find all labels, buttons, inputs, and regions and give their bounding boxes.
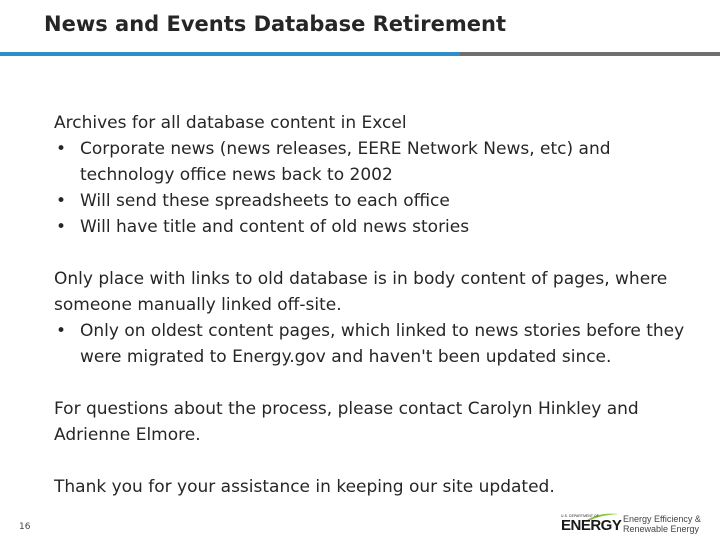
title-underline-gray [460,52,720,56]
section-2-lead: Only place with links to old database is in body content of pages, where someone manually linked off-site. [54,269,668,315]
spacer [54,448,704,474]
page-number: 16 [19,522,31,532]
bullet-icon: • [56,321,67,341]
bullet-icon: • [56,139,67,159]
section-1-bullets [54,136,704,240]
section-3-lead: For questions about the process, please contact Carolyn Hinkley and Adrienne Elmore. [54,399,639,445]
slide-body [54,110,704,500]
energy-logo-text: ENERGY [561,517,622,534]
energy-logo-small-text: U.S. DEPARTMENT OF [561,514,599,518]
bullet-item [54,318,704,370]
bullet-text: Will have title and content of old news stories [80,217,470,237]
bullet-text: Corporate news (news releases, EERE Network News, etc) and technology office news back to 2002 [80,139,611,185]
section-2-bullets [54,318,704,370]
eere-line-1: Energy Efficiency & [623,514,701,524]
bullet-icon: • [56,191,67,211]
eere-line-2: Renewable Energy [623,524,700,534]
bullet-item [54,214,704,240]
eere-label [623,514,701,534]
bullet-icon: • [56,217,67,237]
bullet-text: Will send these spreadsheets to each office [80,191,450,211]
energy-logo [561,512,621,536]
bullet-item [54,136,704,188]
spacer [54,240,704,266]
title-underline [0,52,720,56]
section-1-lead: Archives for all database content in Excel [54,113,407,133]
spacer [54,370,704,396]
bullet-item [54,188,704,214]
title-underline-blue [0,52,460,56]
bullet-text: Only on oldest content pages, which linked to news stories before they were migrated to Energy.gov and haven't been updated since. [80,321,685,367]
footer-logo [561,512,711,536]
slide-title: News and Events Database Retirement [44,12,506,36]
section-4-lead: Thank you for your assistance in keeping our site updated. [54,477,555,497]
